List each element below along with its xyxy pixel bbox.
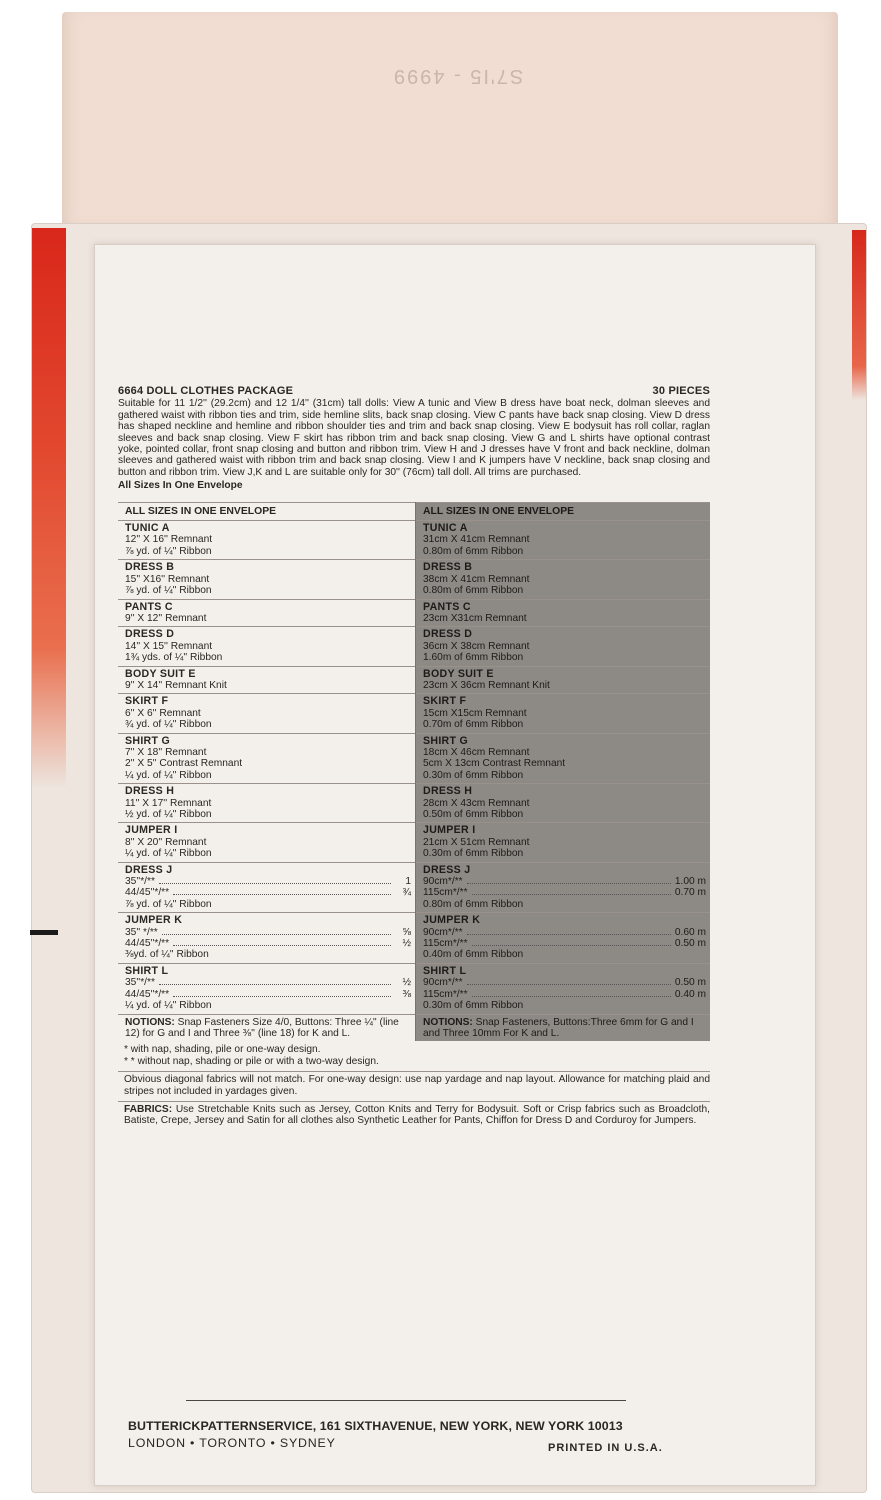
fabrics-label: FABRICS: [124,1103,173,1115]
yardage-line [125,680,411,691]
garment-title: DRESS H [125,785,175,798]
yardage-line [125,876,411,887]
notions-row [118,1014,710,1041]
yardage-line [423,719,706,730]
red-edge-left [32,228,66,788]
yardage-label: 44/45''*/** [125,887,170,899]
yardage-amount: 1.00 m [674,876,706,888]
yardage-line [423,758,706,769]
imperial-cell [118,521,416,560]
yardage-line [423,809,706,820]
divider [118,1071,710,1072]
yardage-label: 35''*/** [125,977,155,989]
footnote-nap: * with nap, shading, pile or one-way design. [124,1044,321,1056]
imperial-cell [118,784,416,823]
garment-title: PANTS C [423,600,471,613]
yardage-line [423,977,706,988]
yardage-amount: 0.60 m [674,926,706,938]
notions-text: Snap Fasteners, Buttons:Three 6mm for G and I and Three 10mm For K and L. [423,1016,694,1039]
yardage-line [125,585,411,596]
dot-leader [467,883,671,884]
table-row [118,521,710,560]
yardage-label: 90cm*/** [423,876,463,888]
imperial-cell [118,560,416,599]
garment-title: SHIRT L [423,964,467,977]
yardage-label: 115cm*/** [423,887,468,899]
yardage-label: 36cm X 38cm Remnant [423,640,530,652]
yardage-line [125,652,411,663]
dot-leader [472,894,671,895]
yardage-amount: 1 [405,876,411,888]
garment-title: DRESS J [125,863,173,876]
imperial-cell [118,599,416,627]
yardage-line [423,708,706,719]
yardage-label: 44/45''*/** [125,938,170,950]
yardage-label: 12'' X 16'' Remnant [125,534,213,546]
garment-title: JUMPER I [423,824,476,837]
yardage-label: ¼ yd. of ¼'' Ribbon [125,1000,212,1012]
yardage-label: 35'' */** [125,926,158,938]
yardage-label: 90cm*/** [423,977,463,989]
yardage-line [423,770,706,781]
yardage-label: ¾ yd. of ¼'' Ribbon [125,719,212,731]
notions-metric [416,1014,711,1041]
garment-title: JUMPER K [423,914,481,927]
yardage-line [125,770,411,781]
yardage-line [125,848,411,859]
imperial-cell [118,733,416,784]
imperial-cell [118,627,416,666]
yardage-label: 38cm X 41cm Remnant [423,573,530,585]
metric-cell [416,694,711,733]
yardage-line [125,1000,411,1011]
yardage-line [423,927,706,938]
flap-print: S7'I5 - 4999 [392,65,524,87]
envelope-flap [62,12,838,244]
garment-title: DRESS B [125,561,175,574]
yardage-label: 0.70m of 6mm Ribbon [423,719,524,731]
yardage-label: ¼ yd. of ¼'' Ribbon [125,848,212,860]
yardage-amount: ⅜ [402,988,411,1000]
yardage-label: 2'' X 5'' Contrast Remnant [125,758,243,770]
yardage-line [423,641,706,652]
dot-leader [467,984,671,985]
yardage-line [125,574,411,585]
metric-cell [416,862,711,913]
yardage-label: 31cm X 41cm Remnant [423,534,530,546]
garment-title: JUMPER I [125,824,178,837]
yardage-label: 7'' X 18'' Remnant [125,746,207,758]
garment-title: DRESS B [423,561,473,574]
yardage-label: 9'' X 14'' Remnant Knit [125,679,227,691]
imperial-cell [118,963,416,1014]
imperial-cell [118,913,416,964]
yardage-label: 14'' X 15'' Remnant [125,640,213,652]
yardage-amount: 0.40 m [674,988,706,1000]
yardage-label: 23cm X 36cm Remnant Knit [423,679,550,691]
yardage-line [423,798,706,809]
garment-title: SHIRT G [125,734,171,747]
imperial-header: ALL SIZES IN ONE ENVELOPE [118,502,416,520]
metric-cell [416,627,711,666]
yardage-line [423,938,706,949]
metric-cell [416,599,711,627]
dot-leader [472,996,671,997]
yardage-label: 35''*/** [125,876,155,888]
dot-leader [173,945,391,946]
notions-text: Snap Fasteners Size 4/0, Buttons: Three ¼'' (line 12) for G and I and Three ⅜'' (line 18) for K and L. [125,1016,399,1039]
dot-leader [162,934,391,935]
yardage-label: ¼ yd. of ¼'' Ribbon [125,769,212,781]
yardage-amount: ½ [402,938,411,950]
garment-title: SHIRT G [423,734,469,747]
metric-cell [416,823,711,862]
table-row [118,560,710,599]
yardage-line [125,798,411,809]
imperial-cell [118,666,416,694]
garment-title: DRESS D [125,628,175,641]
yardage-amount: 0.50 m [674,938,706,950]
metric-cell [416,521,711,560]
materials-table [118,502,710,1042]
table-row [118,823,710,862]
yardage-label: 18cm X 46cm Remnant [423,746,530,758]
yardage-amount: 0.70 m [674,887,706,899]
footer-rule [186,1400,626,1401]
fabrics-text: Use Stretchable Knits such as Jersey, Cotton Knits and Terry for Bodysuit. Soft or Crisp fabrics such as Broadcloth, Batiste, Crepe, Jersey and Satin for all clothes also Synthetic Leather for Pants, Chiffon for Dress D and Corduroy for Jumpers. [124,1103,710,1127]
yardage-label: ⅜yd. of ¼'' Ribbon [125,949,209,961]
garment-title: DRESS D [423,628,473,641]
dot-leader [159,883,391,884]
metric-cell [416,913,711,964]
yardage-line [423,585,706,596]
imperial-cell [118,694,416,733]
yardage-label: 8'' X 20'' Remnant [125,836,207,848]
metric-header: ALL SIZES IN ONE ENVELOPE [416,502,711,520]
garment-title: BODY SUIT E [423,667,494,680]
yardage-line [125,927,411,938]
yardage-line [125,613,411,624]
fabrics-note [118,1104,710,1127]
yardage-label: 1.60m of 6mm Ribbon [423,652,524,664]
divider [118,1101,710,1102]
dot-leader [472,945,671,946]
yardage-line [125,641,411,652]
yardage-label: 0.80m of 6mm Ribbon [423,545,524,557]
yardage-line [423,848,706,859]
dot-leader [467,934,671,935]
yardage-line [125,899,411,910]
yardage-line [423,876,706,887]
garment-title: TUNIC A [125,522,170,535]
yardage-line [423,546,706,557]
yardage-line [423,534,706,545]
yardage-line [125,837,411,848]
yardage-label: 21cm X 51cm Remnant [423,836,530,848]
yardage-line [423,1000,706,1011]
yardage-amount: ⅝ [402,926,411,938]
yardage-label: 15cm X15cm Remnant [423,707,527,719]
garment-title: TUNIC A [423,522,468,535]
garment-title: DRESS J [423,863,471,876]
table-row [118,963,710,1014]
pattern-info [118,386,710,1127]
table-row [118,694,710,733]
printed-in: PRINTED IN U.S.A. [548,1442,663,1454]
yardage-line [423,652,706,663]
yardage-label: 90cm*/** [423,926,463,938]
yardage-line [125,938,411,949]
yardage-line [423,887,706,898]
table-row [118,862,710,913]
yardage-line [125,949,411,960]
metric-cell [416,560,711,599]
yardage-label: 115cm*/** [423,988,468,1000]
yardage-label: 6'' X 6'' Remnant [125,707,201,719]
registration-mark [30,930,58,935]
yardage-label: 23cm X31cm Remnant [423,612,527,624]
red-edge-right [852,230,866,400]
notions-label: NOTIONS: [423,1016,473,1028]
yardage-line [423,899,706,910]
yardage-label: 0.30m of 6mm Ribbon [423,769,524,781]
footnote-without-nap: * * without nap, shading or pile or with a two-way design. [124,1055,379,1067]
yardage-line [125,708,411,719]
yardage-line [423,837,706,848]
yardage-label: 0.80m of 6mm Ribbon [423,898,524,910]
yardage-label: 5cm X 13cm Contrast Remnant [423,758,566,770]
table-row [118,599,710,627]
garment-title: JUMPER K [125,914,183,927]
metric-cell [416,733,711,784]
pieces-count: 30 PIECES [652,385,710,397]
pattern-description: Suitable for 11 1/2'' (29.2cm) and 12 1/4'' (31cm) tall dolls: View A tunic and View B dress have boat neck, dolman sleeves and gathered waist with ribbon ties and trim, side hemline slits, back snap closing. View C pants have back snap closing. View D dress has shaped neckline and hemline and ribbon shoulder ties and trim and back snap closing. View E bodysuit has roll collar, raglan sleeves and back snap closing. View F skirt has ribbon trim and back snap closing. View G and L shirts have optional contrast yoke, pointed collar, front snap closing and button and ribbon trim. View H and J dresses have V front and back neckline, dolman sleeves and gathered waist with ribbon trim and back snap closing. View I and K jumpers have V neckline, back snap closing and button and ribbon trim. View J,K and L are suitable only for 30'' (76cm) tall doll. All trims are purchased. [118,398,710,478]
pattern-title: 6664 DOLL CLOTHES PACKAGE [118,385,294,397]
table-row [118,913,710,964]
yardage-label: ⅞ yd. of ¼'' Ribbon [125,585,212,597]
garment-title: PANTS C [125,600,173,613]
garment-title: BODY SUIT E [125,667,196,680]
pattern-header [118,386,710,397]
yardage-label: 9'' X 12'' Remnant [125,612,207,624]
diagonal-note: Obvious diagonal fabrics will not match. For one-way design: use nap yardage and nap layout. Allowance for matching plaid and stripes not included in yardages given. [124,1074,710,1097]
metric-cell [416,963,711,1014]
yardage-label: 0.30m of 6mm Ribbon [423,1000,524,1012]
yardage-line [125,989,411,1000]
yardage-line [125,747,411,758]
table-row [118,627,710,666]
yardage-line [125,887,411,898]
dot-leader [159,984,391,985]
yardage-label: 44/45''*/** [125,988,170,1000]
yardage-line [125,809,411,820]
yardage-label: 0.50m of 6mm Ribbon [423,809,524,820]
dot-leader [173,894,391,895]
table-row [118,733,710,784]
yardage-line [125,534,411,545]
publisher-cities: LONDON • TORONTO • SYDNEY [128,1436,336,1450]
yardage-amount: ½ [402,977,411,989]
garment-title: SKIRT F [125,695,169,708]
yardage-label: ⅞ yd. of ¼'' Ribbon [125,545,212,557]
yardage-label: 1¾ yds. of ¼'' Ribbon [125,652,223,664]
yardage-label: 11'' X 17'' Remnant [125,797,212,809]
all-sizes-note: All Sizes In One Envelope [118,480,243,492]
yardage-line [125,758,411,769]
publisher-address: BUTTERICKPATTERNSERVICE, 161 SIXTHAVENUE, NEW YORK, NEW YORK 10013 [128,1419,623,1433]
metric-cell [416,784,711,823]
notions-label: NOTIONS: [125,1016,175,1028]
yardage-label: ½ yd. of ¼'' Ribbon [125,809,212,820]
yardage-label: 15'' X16'' Remnant [125,573,210,585]
yardage-amount: ¾ [402,887,411,899]
table-header-row [118,502,710,520]
yardage-amount: 0.50 m [674,977,706,989]
table-row [118,666,710,694]
yardage-label: 0.30m of 6mm Ribbon [423,848,524,860]
garment-title: SHIRT L [125,964,169,977]
footnotes [118,1044,710,1067]
dot-leader [173,996,391,997]
yardage-label: 115cm*/** [423,938,468,950]
yardage-line [423,680,706,691]
yardage-line [125,546,411,557]
metric-cell [416,666,711,694]
yardage-label: 0.80m of 6mm Ribbon [423,585,524,597]
garment-title: SKIRT F [423,695,467,708]
yardage-label: 28cm X 43cm Remnant [423,797,530,809]
yardage-line [423,747,706,758]
table-row [118,784,710,823]
imperial-cell [118,862,416,913]
imperial-cell [118,823,416,862]
yardage-line [423,574,706,585]
garment-title: DRESS H [423,785,473,798]
yardage-line [125,719,411,730]
yardage-line [423,989,706,1000]
yardage-line [423,613,706,624]
yardage-label: ⅞ yd. of ¼'' Ribbon [125,898,212,910]
yardage-label: 0.40m of 6mm Ribbon [423,949,524,961]
yardage-line [125,977,411,988]
notions-imperial [118,1014,416,1041]
yardage-line [423,949,706,960]
